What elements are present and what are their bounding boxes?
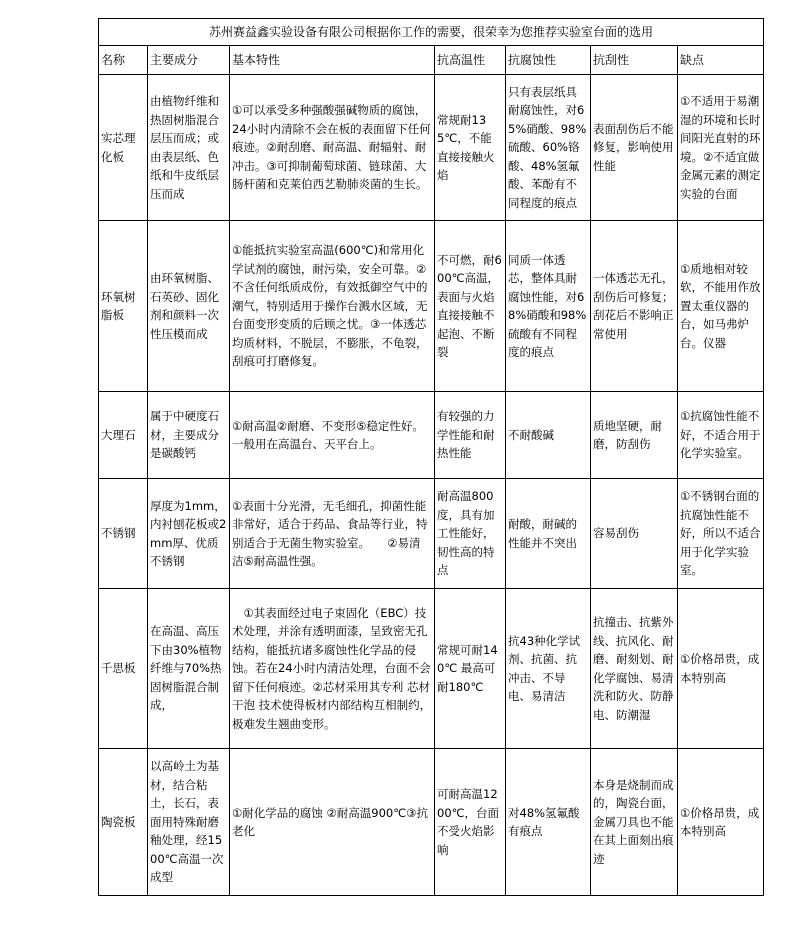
- features-cell: ①可以承受多种强酸强碱物质的腐蚀，24小时内清除不会在板的表面留下任何痕迹。②耐刮磨、耐高温、耐辐射、耐冲击。③可抑制葡萄球菌、链球菌、大肠杆菌和克莱伯西艺勒肺炎菌的生长。: [230, 75, 435, 221]
- corrosion-cell: 只有表层纸具耐腐蚀性，对65%硝酸、98%硫酸、60%铬酸、48%氢氟酸、苯酚有不同程度的痕点: [506, 75, 591, 221]
- material-name: 环氧树脂板: [99, 221, 148, 392]
- table-row: [99, 75, 764, 221]
- header-heat: 抗高温性: [435, 46, 506, 75]
- heat-cell: 可耐高温1200℃，台面不受火焰影响: [435, 749, 506, 896]
- material-name: 千思板: [99, 589, 148, 749]
- drawback-cell: ①不适用于易潮湿的环境和长时间阳光直射的环境。②不适宜做金属元素的测定实验的台面: [678, 75, 764, 221]
- scratch-cell: 容易刮伤: [591, 479, 678, 589]
- drawback-cell: ①价格昂贵，成本特别高: [678, 749, 764, 896]
- table-row: [99, 589, 764, 749]
- features-cell: ①耐高温②耐磨、不变形⑤稳定性好。一般用在高温台、天平台上。: [230, 392, 435, 479]
- scratch-cell: 质地坚硬，耐磨，防刮伤: [591, 392, 678, 479]
- countertop-comparison-table: [98, 18, 764, 896]
- composition-cell: 以高岭土为基材，结合粘土，长石，表面用特殊耐磨釉处理，经1500℃高温一次成型: [148, 749, 230, 896]
- table-title: 苏州赛益鑫实验设备有限公司根据你工作的需要，很荣幸为您推荐实验室台面的选用: [99, 19, 764, 46]
- features-cell: ①其表面经过电子束固化（EBC）技术处理，并涂有透明面漆，呈致密无孔结构，能抵抗诸多腐蚀性化学品的侵蚀。若在24小时内清洁处理，台面不会留下任何痕迹。②芯材采用其专利 芯材干泡 技术使得板材内部结构互相制约，极难发生翘曲变形。: [230, 589, 435, 749]
- corrosion-cell: 对48%氢氟酸有痕点: [506, 749, 591, 896]
- table-row: [99, 392, 764, 479]
- heat-cell: 常规耐135℃，不能直接接触火焰: [435, 75, 506, 221]
- table-row: [99, 479, 764, 589]
- scratch-cell: 抗撞击、抗紫外线、抗风化、耐磨、耐刻划、耐化学腐蚀、易清洗和防火、防静电、防潮湿: [591, 589, 678, 749]
- heat-cell: 耐高温800度，具有加工性能好，韧性高的特点: [435, 479, 506, 589]
- header-features: 基本特性: [230, 46, 435, 75]
- header-scratch: 抗刮性: [591, 46, 678, 75]
- features-cell: ①能抵抗实验室高温(600℃)和常用化学试剂的腐蚀，耐污染，安全可靠。②不含任何纸质成份，有效抵御空气中的潮气，特别适用于操作台溅水区域，无台面变形变质的后顾之忧。③一体透芯均质材料，不脱层，不膨胀，不龟裂，刮痕可打磨修复。: [230, 221, 435, 392]
- material-name: 实芯理化板: [99, 75, 148, 221]
- header-composition: 主要成分: [148, 46, 230, 75]
- drawback-cell: ①不锈钢台面的抗腐蚀性能不好，所以不适合用于化学实验室。: [678, 479, 764, 589]
- heat-cell: 常规可耐140℃ 最高可耐180℃: [435, 589, 506, 749]
- heat-cell: 有较强的力学性能和耐热性能: [435, 392, 506, 479]
- corrosion-cell: 同质一体透芯，整体具耐腐蚀性能，对68%硝酸和98%硫酸有不同程度的痕点: [506, 221, 591, 392]
- header-row: [99, 46, 764, 75]
- composition-cell: 由植物纤维和热固树脂混合层压而成；或由表层纸、色纸和牛皮纸层压而成: [148, 75, 230, 221]
- scratch-cell: 本身是烧制而成的，陶瓷台面，金属刀具也不能在其上面刻出痕迹: [591, 749, 678, 896]
- title-row: [99, 19, 764, 46]
- material-name: 大理石: [99, 392, 148, 479]
- header-name: 名称: [99, 46, 148, 75]
- composition-cell: 由环氧树脂、石英砂、固化剂和颜料一次性压模而成: [148, 221, 230, 392]
- features-cell: ①表面十分光滑，无毛细孔，抑菌性能非常好，适合于药品、食品等行业，特别适合于无菌生物实验室。 ②易清洁⑤耐高温性强。: [230, 479, 435, 589]
- material-name: 陶瓷板: [99, 749, 148, 896]
- drawback-cell: ①抗腐蚀性能不好，不适合用于化学实验室。: [678, 392, 764, 479]
- table-row: [99, 221, 764, 392]
- composition-cell: 在高温、高压下由30%植物纤维与70%热固树脂混合制成，: [148, 589, 230, 749]
- corrosion-cell: 耐酸，耐碱的性能并不突出: [506, 479, 591, 589]
- scratch-cell: 一体透芯无孔，刮伤后可修复；刮花后不影响正常使用: [591, 221, 678, 392]
- composition-cell: 属于中硬度石材，主要成分是碳酸钙: [148, 392, 230, 479]
- drawback-cell: ①质地相对较软，不能用作放置太重仪器的台，如马弗炉台。仪器: [678, 221, 764, 392]
- composition-cell: 厚度为1mm，内衬刨花板或2mm厚、优质不锈钢: [148, 479, 230, 589]
- drawback-cell: ①价格昂贵，成本特别高: [678, 589, 764, 749]
- features-cell: ①耐化学品的腐蚀 ②耐高温900℃③抗老化: [230, 749, 435, 896]
- corrosion-cell: 抗43种化学试剂、抗菌、抗冲击、不导电、易清洁: [506, 589, 591, 749]
- material-name: 不锈钢: [99, 479, 148, 589]
- corrosion-cell: 不耐酸碱: [506, 392, 591, 479]
- header-drawback: 缺点: [678, 46, 764, 75]
- table-row: [99, 749, 764, 896]
- heat-cell: 不可燃，耐600℃高温，表面与火焰直接接触不起泡、不断裂: [435, 221, 506, 392]
- scratch-cell: 表面刮伤后不能修复，影响使用性能: [591, 75, 678, 221]
- header-corrosion: 抗腐蚀性: [506, 46, 591, 75]
